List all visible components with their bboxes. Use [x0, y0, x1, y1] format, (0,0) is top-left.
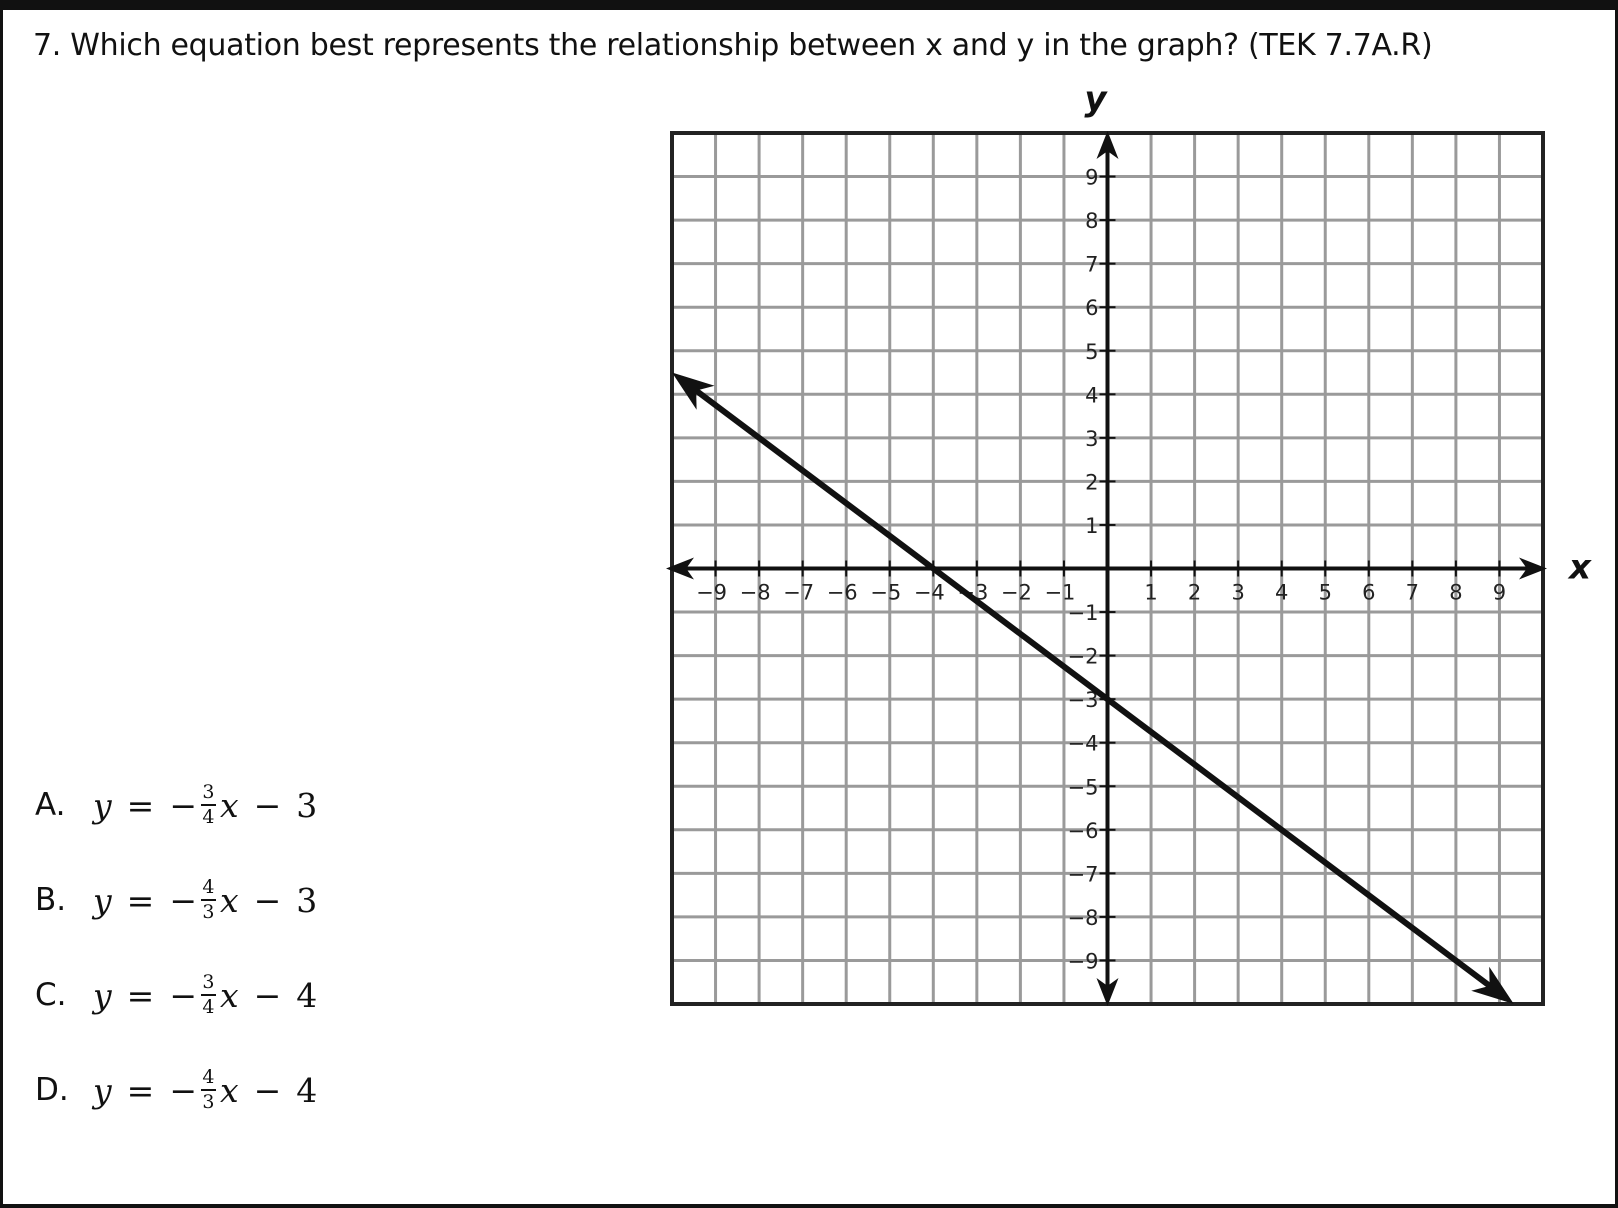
minus-operator: −: [253, 880, 282, 920]
x-tick-label: −8: [739, 580, 771, 605]
choice-letter: A.: [35, 787, 66, 823]
slope-fraction: [201, 971, 216, 1019]
x-tick-label: −7: [783, 580, 815, 605]
minus-operator: −: [253, 785, 282, 825]
equation-lhs: y: [93, 1070, 112, 1110]
y-tick-label: −2: [1067, 644, 1099, 669]
choice-equation: [93, 1066, 317, 1114]
slope-fraction: [201, 781, 216, 829]
minus-sign: −: [169, 975, 197, 1015]
equals-sign: =: [126, 975, 155, 1015]
x-tick-label: −3: [957, 580, 989, 605]
minus-operator: −: [253, 975, 282, 1015]
equals-sign: =: [126, 785, 155, 825]
x-tick-label: −9: [696, 580, 728, 605]
answer-choice-a[interactable]: [35, 770, 317, 840]
x-tick-label: 2: [1187, 580, 1202, 605]
fraction-numerator: 3: [202, 781, 215, 803]
x-tick-label: 9: [1492, 580, 1507, 605]
choice-equation: [93, 971, 317, 1019]
equation-lhs: y: [93, 975, 112, 1015]
minus-sign: −: [169, 880, 197, 920]
equation-lhs: y: [93, 880, 112, 920]
answer-choice-d[interactable]: [35, 1055, 317, 1125]
x-tick-label: 1: [1144, 580, 1158, 605]
x-tick-label: 4: [1275, 580, 1289, 605]
x-tick-label: 5: [1318, 580, 1332, 605]
y-tick-label: −4: [1067, 731, 1099, 756]
fraction-denominator: 4: [202, 996, 215, 1018]
question-text: 7. Which equation best represents the relationship between x and y in the graph? (TEK 7.7A.R): [33, 28, 1433, 63]
answer-choice-c[interactable]: [35, 960, 317, 1030]
fraction-numerator: 4: [202, 876, 215, 898]
equation-constant: 4: [296, 975, 318, 1015]
y-tick-label: 5: [1085, 339, 1099, 364]
y-tick-label: −3: [1067, 688, 1099, 713]
equation-variable: x: [219, 975, 239, 1015]
x-axis-label: x: [1569, 547, 1591, 588]
y-tick-label: 1: [1085, 513, 1099, 538]
equation-variable: x: [219, 785, 239, 825]
y-tick-label: 8: [1085, 209, 1099, 234]
equals-sign: =: [126, 1070, 155, 1110]
equation-constant: 3: [296, 785, 318, 825]
minus-sign: −: [169, 1070, 197, 1110]
equals-sign: =: [126, 880, 155, 920]
y-tick-label: −9: [1067, 949, 1099, 974]
y-axis-label: y: [1084, 79, 1107, 119]
choice-letter: C.: [35, 977, 67, 1013]
y-tick-label: −1: [1067, 601, 1099, 626]
y-tick-label: −7: [1067, 862, 1099, 887]
y-tick-label: 7: [1085, 252, 1099, 277]
fraction-numerator: 4: [202, 1066, 215, 1088]
equation-variable: x: [219, 1070, 239, 1110]
fraction-denominator: 3: [202, 901, 215, 923]
minus-sign: −: [169, 785, 197, 825]
slope-fraction: [201, 876, 216, 924]
x-tick-label: 8: [1449, 580, 1463, 605]
x-tick-label: 6: [1362, 580, 1376, 605]
equation-variable: x: [219, 880, 239, 920]
y-tick-label: 3: [1085, 426, 1099, 451]
answer-choice-b[interactable]: [35, 865, 317, 935]
equation-lhs: y: [93, 785, 112, 825]
choice-letter: D.: [35, 1072, 69, 1108]
choice-equation: [93, 781, 317, 829]
fraction-denominator: 4: [202, 806, 215, 828]
y-tick-label: −5: [1067, 775, 1099, 800]
y-tick-label: 4: [1085, 383, 1099, 408]
y-tick-label: −8: [1067, 905, 1099, 930]
x-tick-label: −6: [826, 580, 858, 605]
fraction-denominator: 3: [202, 1091, 215, 1113]
y-tick-label: 2: [1085, 470, 1099, 495]
choice-equation: [93, 876, 317, 924]
y-tick-label: 6: [1085, 296, 1099, 321]
fraction-numerator: 3: [202, 971, 215, 993]
x-tick-label: −5: [870, 580, 902, 605]
x-tick-label: 3: [1231, 580, 1245, 605]
y-tick-label: 9: [1085, 165, 1099, 190]
minus-operator: −: [253, 1070, 282, 1110]
equation-constant: 4: [296, 1070, 318, 1110]
choice-letter: B.: [35, 882, 67, 918]
x-tick-label: −1: [1044, 580, 1076, 605]
coordinate-graph: [663, 79, 1591, 1038]
slope-fraction: [201, 1066, 216, 1114]
y-tick-label: −6: [1067, 818, 1099, 843]
x-tick-label: 7: [1405, 580, 1420, 605]
equation-constant: 3: [296, 880, 318, 920]
x-tick-label: −2: [1000, 580, 1032, 605]
x-tick-label: −4: [913, 580, 945, 605]
